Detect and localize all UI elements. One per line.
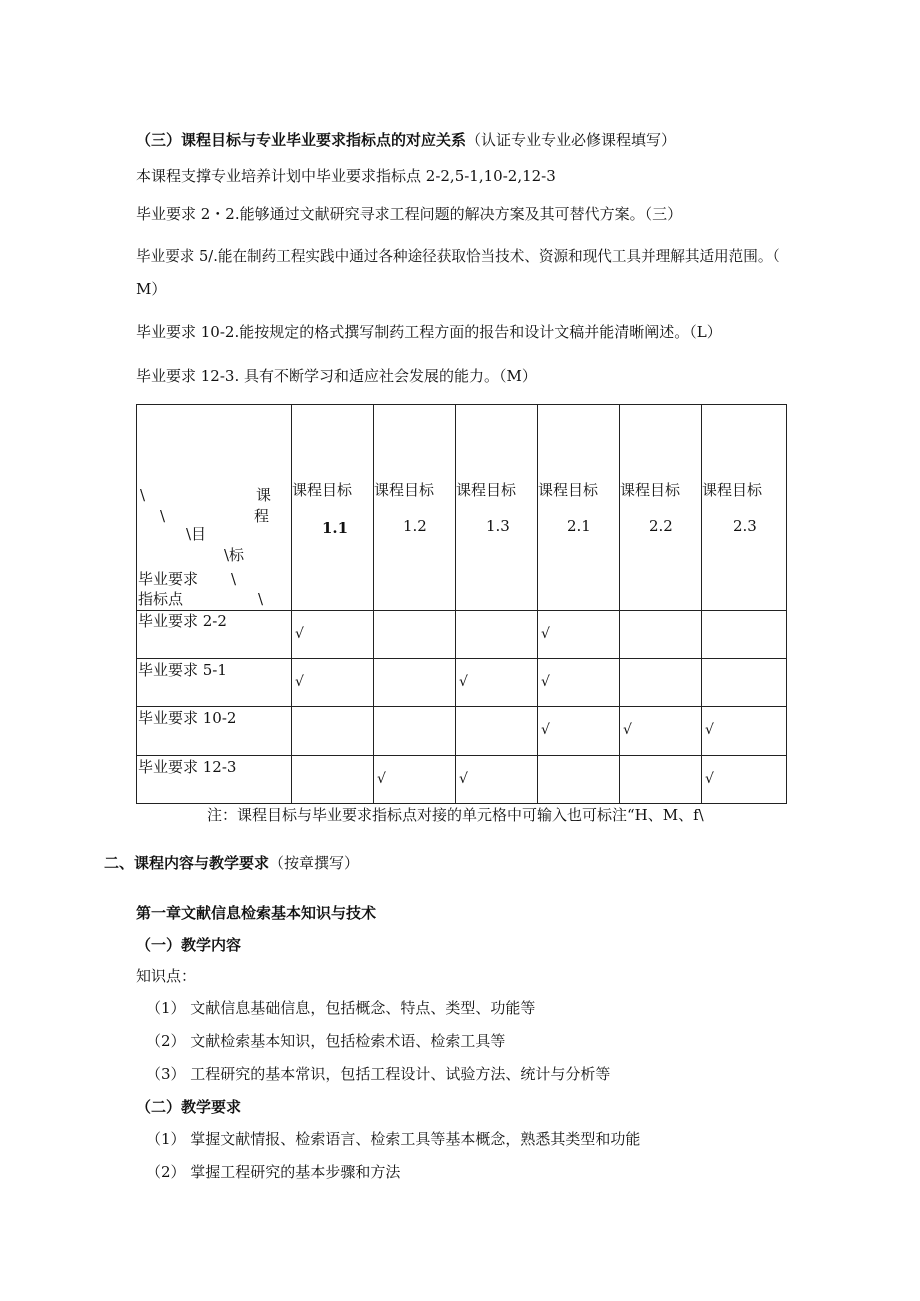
check-mark: √ [459,771,468,787]
section2-heading [104,853,359,873]
teach-req-heading: （二）教学要求 [136,1098,242,1116]
teach-content-heading: （一）教学内容 [136,936,242,954]
corner-mu: \目 [186,525,207,543]
check-mark: √ [541,674,550,690]
corner-cheng: 程 [254,507,270,525]
support-line: 本课程支撑专业培养计划中毕业要求指标点 2-2,5-1,10-2,12-3 [136,167,556,185]
goal-label: 课程目标 [538,481,599,499]
goal-number: 1.3 [486,517,510,535]
table-row-label-12-3: 毕业要求 12-3 [138,758,237,776]
section2-heading-note: （按章撰写） [269,854,360,872]
check-mark: √ [377,771,386,787]
goal-number: 1.1 [322,519,349,537]
knowledge-label: 知识点： [136,967,197,985]
corner-slash-2: \ [160,507,166,525]
corner-point-label: 指标点 [138,590,184,608]
req-5-1-line1: 毕业要求 5/.能在制药工程实践中通过各种途径获取恰当技术、资源和现代工具并理解其适用范围。（ [136,248,780,265]
knowledge-item-3: （3） 工程研究的基本常识，包括工程设计、试验方法、统计与分析等 [146,1065,611,1083]
goal-label: 课程目标 [702,481,763,499]
corner-slash-4: \ [258,590,264,608]
goal-label: 课程目标 [292,481,353,499]
table-note: 注：课程目标与毕业要求指标点对接的单元格中可输入也可标注“H、M、f\ [207,806,704,824]
req-item-1: （1） 掌握文献情报、检索语言、检索工具等基本概念，熟悉其类型和功能 [146,1130,641,1148]
table-row-label-2-2: 毕业要求 2-2 [138,612,227,630]
knowledge-item-2: （2） 文献检索基本知识，包括检索术语、检索工具等 [146,1032,506,1050]
corner-slash-3: \ [231,570,237,588]
req-2-2: 毕业要求 2・2.能够通过文献研究寻求工程问题的解决方案及其可替代方案。（三） [136,205,683,223]
corner-ke: 课 [256,486,272,504]
check-mark: √ [705,771,714,787]
check-mark: √ [705,722,714,738]
check-mark: √ [459,674,468,690]
check-mark: √ [295,674,304,690]
goal-number: 1.2 [403,517,427,535]
section2-heading-title: 二、课程内容与教学要求 [104,854,270,872]
corner-slash-1: \ [140,486,146,504]
req-12-3: 毕业要求 12-3. 具有不断学习和适应社会发展的能力。（M） [136,367,537,385]
goal-label: 课程目标 [620,481,681,499]
table-row-label-5-1: 毕业要求 5-1 [138,661,227,679]
goal-label: 课程目标 [374,481,435,499]
check-mark: √ [295,626,304,642]
check-mark: √ [541,626,550,642]
table-row-label-10-2: 毕业要求 10-2 [138,709,237,727]
goal-number: 2.1 [567,517,591,535]
section3-heading-note: （认证专业专业必修课程填写） [466,131,677,149]
check-mark: √ [541,722,550,738]
chapter-1-title: 第一章文献信息检索基本知识与技术 [136,904,377,922]
goal-number: 2.3 [733,517,757,535]
section3-heading [136,130,676,150]
knowledge-item-1: （1） 文献信息基础信息，包括概念、特点、类型、功能等 [146,999,536,1017]
req-5-1-line2: M） [136,280,167,298]
check-mark: √ [623,722,632,738]
req-item-2: （2） 掌握工程研究的基本步骤和方法 [146,1163,401,1181]
corner-biao: \标 [224,546,245,564]
req-10-2: 毕业要求 10-2.能按规定的格式撰写制药工程方面的报告和设计文稿并能清晰阐述。（L） [136,323,722,341]
corner-req-label: 毕业要求 [138,570,199,588]
section3-heading-title: （三）课程目标与专业毕业要求指标点的对应关系 [136,131,467,149]
goal-label: 课程目标 [456,481,517,499]
goal-number: 2.2 [649,517,673,535]
